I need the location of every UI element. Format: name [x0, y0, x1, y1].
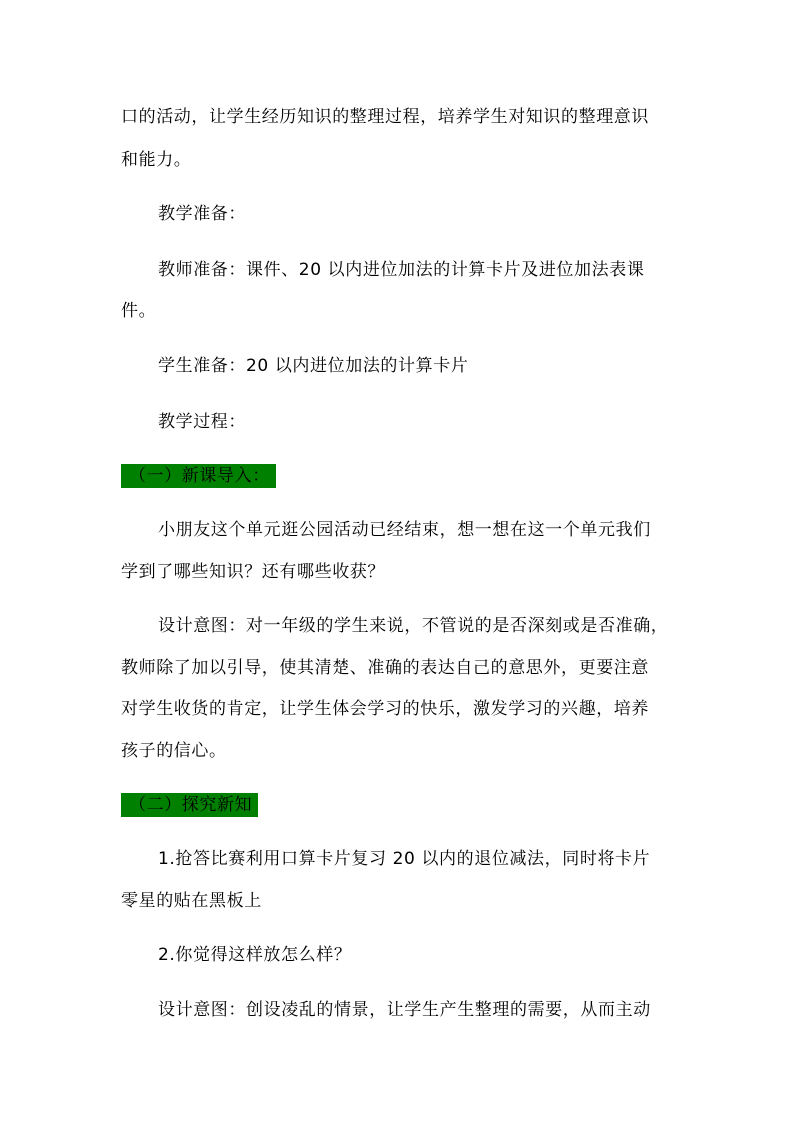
paragraph-line: 学生准备：20 以内进位加法的计算卡片 — [158, 356, 469, 376]
paragraph-line: 件。 — [121, 301, 157, 321]
section-label-teaching-process: 教学过程： — [158, 412, 246, 432]
paragraph-line: 对学生收货的肯定，让学生体会学习的快乐，激发学习的兴趣，培养 — [121, 699, 649, 719]
paragraph-line: 教师准备：课件、20 以内进位加法的计算卡片及进位加法表课 — [158, 260, 645, 280]
section-heading-new-lesson-intro: （一）新课导入： — [121, 464, 276, 488]
section-heading-explore-new-knowledge: （二）探究新知 — [121, 793, 258, 817]
paragraph-line: 设计意图：对一年级的学生来说，不管说的是否深刻或是否准确， — [158, 616, 669, 636]
paragraph-line: 学到了哪些知识？还有哪些收获？ — [121, 562, 385, 582]
paragraph-line: 和能力。 — [121, 150, 192, 170]
paragraph-line: 1.抢答比赛利用口算卡片复习 20 以内的退位减法，同时将卡片 — [158, 849, 651, 869]
paragraph-line: 孩子的信心。 — [121, 741, 227, 761]
section-label-teaching-prep: 教学准备： — [158, 204, 246, 224]
paragraph-line: 口的活动，让学生经历知识的整理过程，培养学生对知识的整理意识 — [121, 107, 649, 127]
paragraph-line: 设计意图：创设凌乱的情景，让学生产生整理的需要，从而主动 — [158, 1000, 651, 1020]
paragraph-line: 零星的贴在黑板上 — [121, 891, 262, 911]
paragraph-line: 2.你觉得这样放怎么样？ — [158, 945, 352, 965]
paragraph-line: 小朋友这个单元逛公园活动已经结束，想一想在这一个单元我们 — [158, 520, 651, 540]
paragraph-line: 教师除了加以引导，使其清楚、准确的表达自己的意思外，更要注意 — [121, 658, 649, 678]
